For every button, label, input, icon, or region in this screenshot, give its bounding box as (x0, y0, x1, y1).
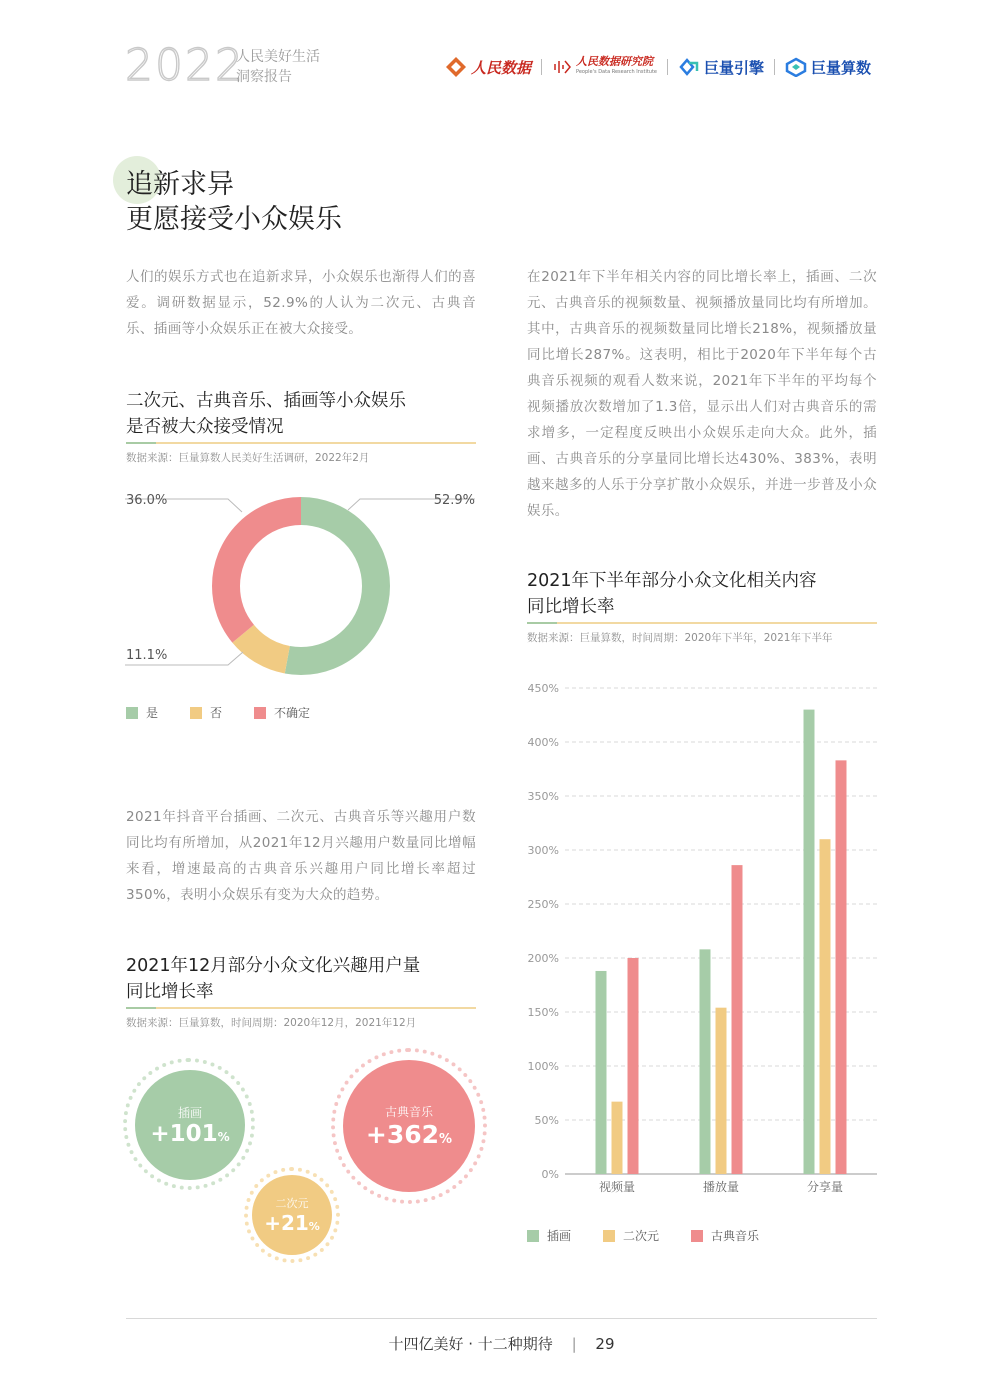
bubble-chart-title-underline (126, 1007, 476, 1009)
analysis-paragraph: 在2021年下半年相关内容的同比增长率上，插画、二次元、古典音乐的视频数量、视频播放量同比均有所增加。其中，古典音乐的视频数量同比增长218%，视频播放量同比增长287%。这表明，相比于2020年下半年每个古典音乐视频的观看人数来说，2021年下半年的平均每个视频播放次数增加了1.3倍，显示出人们对古典音乐的需求增多，一定程度反映出小众娱乐走向大众。此外，插画、古典音乐的分享量同比增长达430%、383%，表明越来越多的人乐于分享扩散小众娱乐，并进一步普及小众娱乐。 (527, 269, 877, 519)
y-tick-label: 50% (534, 1114, 559, 1127)
bar-chart-title-line2: 同比增长率 (527, 597, 615, 617)
ocean-index-logo (785, 57, 871, 78)
ocean-engine-logo-text: 巨量引擎 (704, 58, 765, 77)
bar-chart-title-line1: 2021年下半年部分小众文化相关内容 (527, 571, 817, 591)
donut-chart-title-line2: 是否被大众接受情况 (126, 417, 284, 437)
interest-users-paragraph: 2021年抖音平台插画、二次元、古典音乐等兴趣用户数同比均有所增加，从2021年12月兴趣用户数量同比增幅来看，增速最高的古典音乐兴趣用户同比增长率超过350%，表明小众娱乐有变为大众的趋势。 (126, 809, 476, 903)
bubble-chart-title-line2: 同比增长率 (126, 982, 214, 1002)
bar-chart (520, 676, 885, 1201)
bubble-chart-source: 数据来源：巨量算数，时间周期：2020年12月，2021年12月 (126, 1017, 417, 1029)
bubble-label-illustration: 插画 (177, 1105, 202, 1120)
legend-item-illustration: 插画 (527, 1227, 571, 1244)
x-tick-label: 播放量 (702, 1180, 740, 1194)
ocean-index-logo-text: 巨量算数 (811, 58, 872, 77)
legend-item-anime: 二次元 (603, 1227, 659, 1244)
bar-classical-music (628, 958, 639, 1174)
bar-chart-title-underline (527, 622, 877, 624)
report-title (236, 47, 320, 87)
donut-label-unsure: 36.0% (126, 493, 168, 508)
donut-chart (120, 488, 480, 678)
intro-paragraph: 人们的娱乐方式也在追新求异，小众娱乐也渐得人们的喜爱。调研数据显示，52.9%的人认为二次元、古典音乐、插画等小众娱乐正在被大众接受。 (126, 269, 476, 337)
bar-legend (527, 1227, 759, 1244)
section-title-line1: 追新求异 (126, 169, 234, 200)
bar-illustration (700, 949, 711, 1174)
people-data-logo-text: 人民数据 (471, 58, 532, 77)
page-number: 29 (595, 1335, 615, 1353)
logo-separator (541, 59, 542, 75)
bubble-value-anime: +21 (264, 1211, 309, 1235)
bubble-illustration: 插画 +101% (135, 1070, 245, 1180)
bubble-label-anime: 二次元 (275, 1197, 309, 1210)
legend-item-classical-music: 古典音乐 (691, 1227, 759, 1244)
y-tick-label: 200% (527, 952, 559, 965)
y-tick-label: 400% (527, 736, 559, 749)
people-data-logo-icon (445, 56, 467, 78)
legend-swatch (126, 707, 138, 719)
y-tick-label: 450% (527, 682, 559, 695)
report-title-line1: 人民美好生活 (236, 49, 320, 65)
donut-chart-header (126, 388, 476, 465)
bar-anime (612, 1102, 623, 1174)
footer-divider (126, 1318, 877, 1319)
y-tick-label: 300% (527, 844, 559, 857)
footer (0, 1333, 1003, 1354)
people-data-logo (445, 56, 531, 78)
legend-item-no: 否 (190, 704, 222, 721)
legend-item-yes: 是 (126, 704, 158, 721)
donut-chart-title-underline (126, 442, 476, 444)
y-tick-label: 100% (527, 1060, 559, 1073)
bar-anime (820, 839, 831, 1174)
y-tick-label: 0% (541, 1168, 559, 1181)
report-year: 2022 (125, 40, 245, 91)
donut-slices (226, 511, 376, 661)
bar-anime (716, 1008, 727, 1174)
section-title-line2: 更愿接受小众娱乐 (126, 204, 342, 235)
bubble-value-illustration: +101 (150, 1120, 218, 1147)
people-data-research-logo-text: 人民数据研究院 (576, 55, 654, 68)
x-tick-label: 分享量 (806, 1180, 844, 1194)
bubble-anime: 二次元 +21% (252, 1175, 332, 1255)
donut-legend (126, 704, 310, 721)
legend-swatch (527, 1230, 539, 1242)
waveform-icon (552, 57, 572, 77)
bar-illustration (596, 971, 607, 1174)
x-tick-label: 视频量 (598, 1180, 636, 1194)
donut-label-yes: 52.9% (433, 493, 475, 508)
logo-separator (667, 59, 668, 75)
bubble-chart-header (126, 953, 476, 1030)
bar-classical-music (836, 760, 847, 1174)
bar-chart-source: 数据来源：巨量算数，时间周期：2020年下半年，2021年下半年 (527, 632, 833, 644)
bubble-value-classical-music: +362 (365, 1120, 440, 1149)
legend-item-unsure: 不确定 (254, 704, 310, 721)
donut-chart-title-line1: 二次元、古典音乐、插画等小众娱乐 (126, 391, 406, 411)
people-data-research-logo-tag: People's Data Research Institute (576, 69, 658, 75)
legend-swatch (190, 707, 202, 719)
y-tick-label: 150% (527, 1006, 559, 1019)
bar-illustration (804, 710, 815, 1174)
y-tick-label: 250% (527, 898, 559, 911)
donut-chart-source: 数据来源：巨量算数人民美好生活调研，2022年2月 (126, 452, 370, 464)
donut-label-no: 11.1% (126, 648, 168, 663)
section-title (126, 167, 342, 237)
bubble-classical-music: 古典音乐 +362% (343, 1060, 475, 1192)
ocean-engine-icon (678, 57, 700, 77)
bar-classical-music (732, 865, 743, 1174)
legend-swatch (254, 707, 266, 719)
report-title-line2: 洞察报告 (236, 69, 292, 85)
footer-text: 十四亿美好 · 十二种期待 (388, 1335, 553, 1353)
legend-swatch (603, 1230, 615, 1242)
y-tick-label: 350% (527, 790, 559, 803)
bubble-chart-title-line1: 2021年12月部分小众文化兴趣用户量 (126, 956, 421, 976)
legend-swatch (691, 1230, 703, 1242)
partner-logos (445, 52, 871, 82)
bar-chart-header (527, 568, 877, 645)
ocean-engine-logo (678, 57, 764, 78)
ocean-index-icon (785, 57, 807, 77)
people-data-research-logo (552, 57, 657, 77)
bubble-label-classical-music: 古典音乐 (384, 1105, 433, 1119)
footer-separator: | (571, 1335, 577, 1353)
logo-separator (774, 59, 775, 75)
